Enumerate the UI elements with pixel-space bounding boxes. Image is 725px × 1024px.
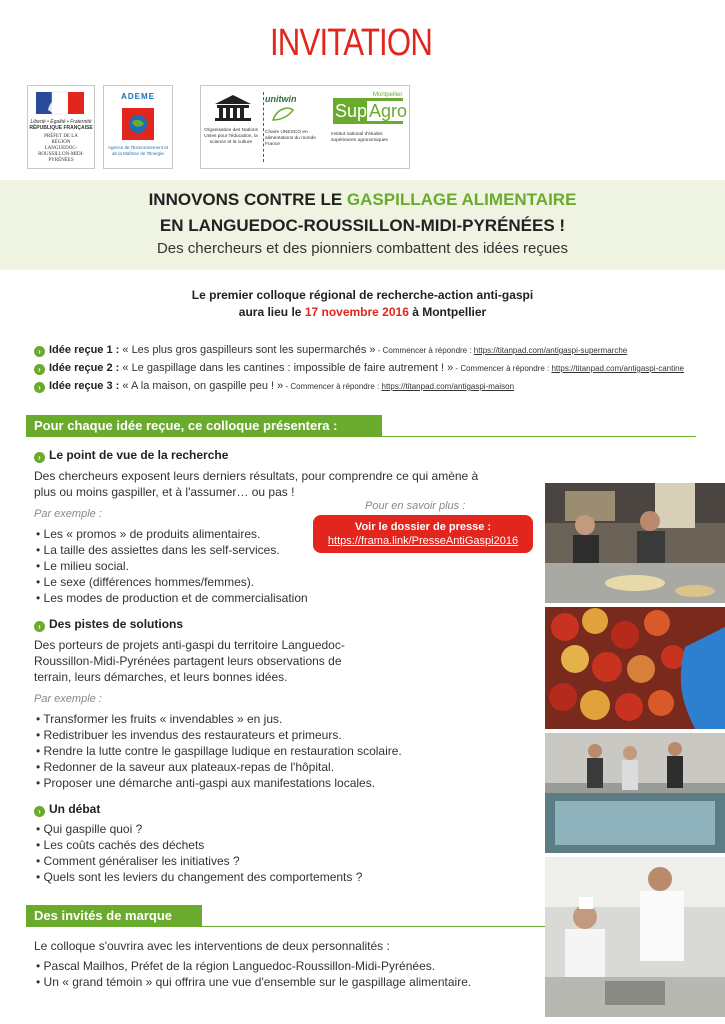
debate-list bbox=[44, 821, 362, 885]
idea-item bbox=[34, 344, 627, 357]
supagro-city: Montpellier bbox=[373, 92, 403, 98]
unesco-supagro-logos bbox=[200, 85, 410, 169]
press-kit-button[interactable] bbox=[313, 515, 533, 553]
solutions-heading bbox=[34, 617, 183, 632]
rf-motto: Liberté • Égalité • Fraternité bbox=[30, 119, 92, 125]
announce-line2 bbox=[0, 305, 725, 319]
list-item: • Redonner de la saveur aux plateaux-repas de l'hôpital. bbox=[44, 759, 402, 775]
list-item: • Le milieu social. bbox=[44, 558, 308, 574]
republique-francaise-logo bbox=[27, 85, 95, 169]
solutions-text-1: Des porteurs de projets anti-gaspi du territoire Languedoc- bbox=[34, 638, 345, 652]
headline-line1-a: INNOVONS CONTRE LE bbox=[148, 190, 347, 209]
arrow-right-icon: › bbox=[34, 346, 45, 357]
research-text-1: Des chercheurs exposent leurs derniers résultats, pour comprendre ce qui amène à bbox=[34, 469, 479, 483]
arrow-right-icon: › bbox=[34, 382, 45, 393]
research-heading bbox=[34, 448, 228, 463]
list-item: • Les « promos » de produits alimentaires. bbox=[44, 526, 308, 542]
photo-canteen-service bbox=[545, 483, 725, 603]
unesco-temple-icon bbox=[213, 94, 253, 122]
list-item: • Quels sont les leviers du changement des comportements ? bbox=[44, 869, 362, 885]
list-item: • La taille des assiettes dans les self-services. bbox=[44, 542, 308, 558]
headline-subtitle: Des chercheurs et des pionniers combattent des idées reçues bbox=[156, 240, 569, 257]
list-item: • Le sexe (différences hommes/femmes). bbox=[44, 574, 308, 590]
list-item: • Un « grand témoin » qui offrira une vue d'ensemble sur le gaspillage alimentaire. bbox=[44, 974, 471, 990]
photo-apples bbox=[545, 607, 725, 729]
supagro-caption: Institut national d'études supérieures agronomiques bbox=[331, 132, 388, 143]
event-date: 17 novembre 2016 bbox=[304, 305, 409, 319]
idea-label: Idée reçue 1 : bbox=[49, 344, 120, 356]
solutions-text-3: terrain, leurs démarches, et leurs bonnes idées. bbox=[34, 670, 288, 684]
idea-respond: - Commencer à répondre : bbox=[283, 382, 382, 391]
unesco-org-text: Organisation des Nations Unies pour l'éducation, la science et la culture bbox=[204, 128, 258, 145]
photo-kitchen-visit bbox=[545, 733, 725, 853]
rf-name: RÉPUBLIQUE FRANÇAISE bbox=[29, 125, 93, 131]
announce-line1: Le premier colloque régional de recherche-action anti-gaspi bbox=[191, 288, 534, 302]
idea-link[interactable]: https://titanpad.com/antigaspi-maison bbox=[381, 382, 515, 391]
ademe-emblem-icon bbox=[122, 108, 154, 140]
rf-prefect: PRÉFET DE LA RÉGION LANGUEDOC-ROUSSILLON-MIDI-PYRÉNÉES bbox=[38, 134, 84, 163]
headline-line2: EN LANGUEDOC-ROUSSILLON-MIDI-PYRÉNÉES ! bbox=[159, 216, 566, 235]
section-heading-presentation: Pour chaque idée reçue, ce colloque présentera : bbox=[26, 415, 382, 437]
supagro-sup: Sup bbox=[335, 101, 368, 121]
ademe-caption: Agence de l'Environnement et de la Maîtrise de l'Énergie bbox=[108, 145, 168, 156]
idea-link[interactable]: https://titanpad.com/antigaspi-supermarche bbox=[473, 346, 628, 355]
supagro-logo bbox=[333, 98, 408, 124]
research-heading-text: Le point de vue de la recherche bbox=[49, 448, 229, 462]
list-item: • Pascal Mailhos, Préfet de la région Languedoc-Roussillon-Midi-Pyrénées. bbox=[44, 958, 471, 974]
arrow-right-icon: › bbox=[34, 621, 45, 632]
idea-quote: « Le gaspillage dans les cantines : impossible de faire autrement ! » bbox=[122, 362, 454, 374]
list-item: • Qui gaspille quoi ? bbox=[44, 821, 362, 837]
solutions-text-2: Roussillon-Midi-Pyrénées partagent leurs observations de bbox=[34, 654, 342, 668]
idea-respond: - Commencer à répondre : bbox=[453, 364, 552, 373]
research-text-2: plus ou moins gaspiller, et à l'assumer… ou pas ! bbox=[34, 485, 295, 499]
list-item: • Les modes de production et de commercialisation bbox=[44, 590, 308, 606]
headline-line1-highlight: GASPILLAGE ALIMENTAIRE bbox=[346, 190, 577, 209]
photo-chefs bbox=[545, 857, 725, 1017]
announce-line2-a: aura lieu le bbox=[238, 305, 305, 319]
list-item: • Les coûts cachés des déchets bbox=[44, 837, 362, 853]
unitwin-leaf-icon bbox=[271, 106, 295, 122]
list-item: • Proposer une démarche anti-gaspi aux manifestations locales. bbox=[44, 775, 402, 791]
unesco-chair-text: Chaire UNESCO en alimentations du monde France bbox=[265, 130, 316, 147]
list-item: • Comment généraliser les initiatives ? bbox=[44, 853, 362, 869]
section-heading-guests: Des invités de marque bbox=[26, 905, 202, 927]
supagro-agro: Agro bbox=[369, 101, 408, 121]
arrow-right-icon: › bbox=[34, 452, 45, 463]
debate-heading-text: Un débat bbox=[49, 802, 101, 816]
research-list bbox=[44, 526, 308, 606]
idea-link[interactable]: https://titanpad.com/antigaspi-cantine bbox=[551, 364, 684, 373]
arrow-right-icon: › bbox=[34, 364, 45, 375]
ademe-logo bbox=[103, 85, 173, 169]
guests-intro: Le colloque s'ouvrira avec les interventions de deux personnalités : bbox=[34, 939, 390, 953]
press-title: Voir le dossier de presse : bbox=[354, 521, 492, 533]
solutions-list bbox=[44, 711, 402, 791]
unitwin-logo: unitwin bbox=[265, 94, 297, 104]
list-item: • Rendre la lutte contre le gaspillage ludique en restauration scolaire. bbox=[44, 743, 402, 759]
solutions-heading-text: Des pistes de solutions bbox=[49, 617, 184, 631]
press-label: Pour en savoir plus : bbox=[365, 500, 466, 512]
ademe-name: ADEME bbox=[121, 92, 155, 101]
guests-list bbox=[44, 958, 471, 990]
announce-line2-b: à Montpellier bbox=[408, 305, 487, 319]
section-divider bbox=[26, 436, 696, 437]
arrow-right-icon: › bbox=[34, 806, 45, 817]
research-example-label: Par exemple : bbox=[34, 508, 102, 520]
idea-label: Idée reçue 3 : bbox=[49, 380, 120, 392]
debate-heading bbox=[34, 802, 100, 817]
idea-respond: - Commencer à répondre : bbox=[375, 346, 474, 355]
idea-quote: « Les plus gros gaspilleurs sont les supermarchés » bbox=[122, 344, 376, 356]
list-item: • Transformer les fruits « invendables » en jus. bbox=[44, 711, 402, 727]
idea-item bbox=[34, 380, 514, 393]
idea-label: Idée reçue 2 : bbox=[49, 362, 120, 374]
press-link[interactable]: https://frama.link/PresseAntiGaspi2016 bbox=[327, 535, 519, 547]
idea-quote: « A la maison, on gaspille peu ! » bbox=[122, 380, 284, 392]
headline-line1 bbox=[0, 190, 725, 210]
list-item: • Redistribuer les invendus des restaurateurs et primeurs. bbox=[44, 727, 402, 743]
marianne-icon bbox=[28, 90, 94, 120]
solutions-example-label: Par exemple : bbox=[34, 693, 102, 705]
idea-item bbox=[34, 362, 684, 375]
page-title: INVITATION bbox=[269, 22, 432, 64]
